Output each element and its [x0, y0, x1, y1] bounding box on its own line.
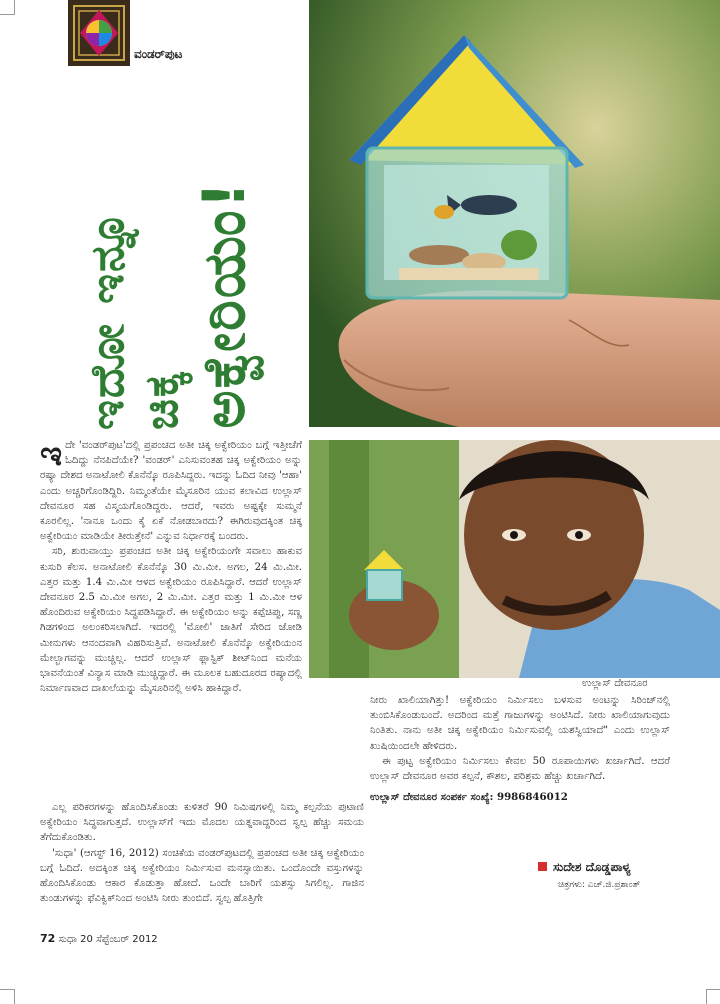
photo-credit: ಚಿತ್ರಗಳು: ಎಚ್.ಜಿ.ಪ್ರಶಾಂತ್: [558, 880, 641, 890]
contact-line: ಉಲ್ಲಾಸ್ ದೇವನೂರ ಸಂಪರ್ಕ ಸಂಖ್ಯೆ: 9986846012: [370, 791, 568, 804]
photo-aquarium-on-finger: [309, 0, 720, 427]
section-logo: [68, 0, 130, 66]
drop-cap: ಇ: [40, 434, 63, 474]
author-byline: [538, 860, 631, 875]
page-number: 72: [40, 932, 56, 945]
crop-mark-br: [706, 989, 720, 1004]
photo-artist-holding-aquarium: [309, 440, 720, 678]
issue-date: 20 ಸೆಪ್ಟೆಂಬರ್ 2012: [80, 934, 158, 945]
page-footer: [40, 932, 158, 945]
magazine-name: ಸುಧಾ: [58, 934, 77, 945]
crop-mark-tl: [0, 0, 15, 15]
paragraph-1: ದೇ 'ವಂಡರ್‌ಪುಟ'ದಲ್ಲಿ ಪ್ರಪಂಚದ ಅತೀ ಚಿಕ್ಕ ಅಕ್ವೇರಿಯಂ ಬಗ್ಗೆ ಇತ್ತೀಚೆಗೆ ಓದಿದ್ದು ನೆನಪಿದೆಯೇ? 'ವಂಡರ್' ಎನಿಸುವಂತಹ ಚಿಕ್ಕ ಅಕ್ವೇರಿಯಂ ಅನ್ನು ರಷ್ಯಾ ದೇಶದ ಅನಾಟೋಲಿ ಕೊನೆನ್ಕೊ ರೂಪಿಸಿದ್ದರು. ಇದನ್ನು ಓದಿದ ನೀವು 'ಆಹಾ' ಎಂದು ಅಚ್ಚರಿಗೊಂಡಿದ್ದಿರಿ. ನಿಮ್ಮಂತೆಯೇ ಮೈಸೂರಿನ ಯುವ ಕಲಾವಿದ ಉಲ್ಲಾಸ್ ದೇವನೂರ ಸಹ ವಿಸ್ಮಯಗೊಂಡಿದ್ದರು. ಆದರೆ, ಇವರು ಅಷ್ಟಕ್ಕೇ ಸುಮ್ಮನೆ ಕೂರಲಿಲ್ಲ. 'ನಾನೂ ಒಂದು ಕೈ ಏಕೆ ನೋಡಬಾರದು? ಈಗಿರುವುದಕ್ಕಿಂತ ಚಿಕ್ಕ ಅಕ್ವೇರಿಯಂ ಮಾಡಿಯೇ ತೀರುತ್ತೇನೆ' ಎನ್ನುವ ನಿರ್ಧಾರಕ್ಕೆ ಬಂದರು.: [40, 440, 302, 543]
paragraph-4: 'ಸುಧಾ' (ಆಗಸ್ಟ್ 16, 2012) ಸಂಚಿಕೆಯ ವಂಡರ್‌ಪುಟದಲ್ಲಿ ಪ್ರಪಂಚದ ಅತೀ ಚಿಕ್ಕ ಅಕ್ವೇರಿಯಂ ಬಗ್ಗೆ ಓದಿದೆ. ಅದಕ್ಕಿಂತ ಚಿಕ್ಕ ಅಕ್ವೇರಿಯಂ ನಿರ್ಮಿಸುವ ಮನಸ್ಸಾಯಿತು. ಒಂದೊಂದೇ ವಸ್ತುಗಳನ್ನು ಹೊಂದಿಸಿಕೊಂಡು ಆಕಾರ ಕೊಡುತ್ತಾ ಹೋದೆ. ಒಂದೇ ಬಾರಿಗೆ ಯಶಸ್ಸು ಸಿಗಲಿಲ್ಲ. ಗಾಜಿನ ತುಂಡುಗಳನ್ನು ಫೆವಿಕ್ವಿಕ್‌ನಿಂದ ಅಂಟಿಸಿ ನೀರು ತುಂಬಿದೆ. ಸ್ವಲ್ಪ ಹೊತ್ತಿಗೇ: [40, 847, 364, 905]
paragraph-2: ಸರಿ, ಶುರುವಾಯ್ತು ಪ್ರಪಂಚದ ಅತೀ ಚಿಕ್ಕ ಅಕ್ವೇರಿಯಂಗೇ ಸವಾಲು ಹಾಕುವ ಕುಸುರಿ ಕೆಲಸ. ಅನಾಟೋಲಿ ಕೊನೆನ್ಕೊ 30 ಮಿ.ಮೀ. ಅಗಲ, 24 ಮಿ.ಮೀ. ಎತ್ತರ ಮತ್ತು 1.4 ಮಿ.ಮೀ ಆಳದ ಅಕ್ವೇರಿಯಂ ರೂಪಿಸಿದ್ದಾರೆ. ಆದರೆ ಉಲ್ಲಾಸ್ ದೇವನೂರ 2.5 ಮಿ.ಮೀ ಅಗಲ, 2 ಮಿ.ಮೀ. ಎತ್ತರ ಮತ್ತು 1 ಮಿ.ಮೀ ಆಳ ಹೊಂದಿರುವ ಅಕ್ವೇರಿಯಂ ಸಿದ್ಧಪಡಿಸಿದ್ದಾರೆ. ಈ ಅಕ್ವೇರಿಯಂ ಅನ್ನು ಕಪ್ಪೆಚಿಪ್ಪು, ಸಣ್ಣ ಗಿಡಗಳಿಂದ ಅಲಂಕರಿಸಲಾಗಿದೆ. ಇದರಲ್ಲಿ 'ಮೋಲಿ' ಜಾತಿಗೆ ಸೇರಿದ ಜೋಡಿ ಮೀನುಗಳು ಆನಂದವಾಗಿ ವಿಹರಿಸುತ್ತಿವೆ. ಅನಾಟೋಲಿ ಕೊನೆನ್ಕೊ ಅಕ್ವೇರಿಯಂನ ಮೇಲ್ಭಾಗವನ್ನು ಮುಚ್ಚಿಲ್ಲ. ಆದರೆ ಉಲ್ಲಾಸ್ ಫ್ಲಾಸ್ಟಿಕ್ ಶೀಟ್‌ನಿಂದ ಮನೆಯ ಭಾವನೆಯಂತೆ ವಿನ್ಯಾಸ ಮಾಡಿ ಮುಚ್ಚಿದ್ದಾರೆ. ಈ ಮೂಲಕ ಬಹುದೂರದ ರಷ್ಯಾದಲ್ಲಿ ನಿರ್ಮಾಣವಾದ ದಾಖಲೆಯನ್ನು ಮೈಸೂರಿನಲ್ಲಿ ಅಳಿಸಿ ಹಾಕಿದ್ದಾರೆ.: [40, 546, 302, 695]
headline: [70, 140, 310, 430]
article-column-right: [370, 693, 670, 805]
paragraph-6: ಈ ಪುಟ್ಟ ಅಕ್ವೇರಿಯಂ ನಿರ್ಮಿಸಲು ಕೇವಲ 50 ರೂಪಾಯಿಗಳು ಖರ್ಚಾಗಿದೆ. ಆದರೆ ಉಲ್ಲಾಸ್ ದೇವನೂರ ಅವರ ಕಲ್ಪನೆ, ಕೌಶಲ, ಪರಿಶ್ರಮ ಹೆಚ್ಚು ಖರ್ಚಾಗಿದೆ.: [370, 755, 670, 783]
section-label: ವಂಡರ್‌ಪುಟ: [134, 47, 183, 61]
paragraph-5: ನೀರು ಖಾಲಿಯಾಗಿತ್ತು! ಅಕ್ವೇರಿಯಂ ನಿರ್ಮಿಸಲು ಬಳಸುವ ಅಂಟನ್ನು ಸಿರಿಂಜ್‌ನಲ್ಲಿ ತುಂಬಿಸಿಕೊಂಡುಬಂದೆ. ಅದರಿಂದ ಮತ್ತೆ ಗಾಜುಗಳನ್ನು ಅಂಟಿಸಿದೆ. ನೀರು ಖಾಲಿಯಾಗುವುದು ನಿಂತಿತು. ನಾನು ಅತೀ ಚಿಕ್ಕ ಅಕ್ವೇರಿಯಂ ನಿರ್ಮಿಸುವಲ್ಲಿ ಯಶಸ್ವಿಯಾದೆ" ಎಂದು ಉಲ್ಲಾಸ್ ಖುಷಿಯಿಂದಲೇ ಹೇಳಿದರು.: [370, 695, 670, 752]
red-square-icon: [538, 862, 547, 871]
article-column-left: [40, 434, 302, 696]
article-column-left-bottom: [40, 800, 364, 906]
author-name: ಸುದೇಶ ದೊಡ್ಡಪಾಳ್ಯ: [553, 860, 631, 874]
photo-caption: ಉಲ್ಲಾಸ್ ದೇವನೂರ: [582, 678, 648, 689]
paragraph-3: ಎಲ್ಲ ಪರಿಕರಗಳನ್ನು ಹೊಂದಿಸಿಕೊಂಡು ಕುಳಿತರೆ 90 ನಿಮಿಷಗಳಲ್ಲಿ ನಿಮ್ಮ ಕಲ್ಪನೆಯ ಪುಟಾಣಿ ಅಕ್ವೇರಿಯಂ ಸಿದ್ಧವಾಗುತ್ತದೆ. ಉಲ್ಲಾಸ್‌ಗೆ ಇದು ಮೊದಲ ಯತ್ನವಾದ್ದರಿಂದ ಸ್ವಲ್ಪ ಹೆಚ್ಚು ಸಮಯ ತೆಗೆದುಕೊಂಡಿತು.: [40, 802, 364, 844]
crop-mark-bl: [0, 989, 15, 1004]
headline-line-1: ಇದೋ ಇನ್ನೂ ಚಿಕ್ಕ: [80, 208, 188, 430]
headline-line-2: ಅಕ್ವೇರಿಯಂ!: [190, 180, 258, 429]
